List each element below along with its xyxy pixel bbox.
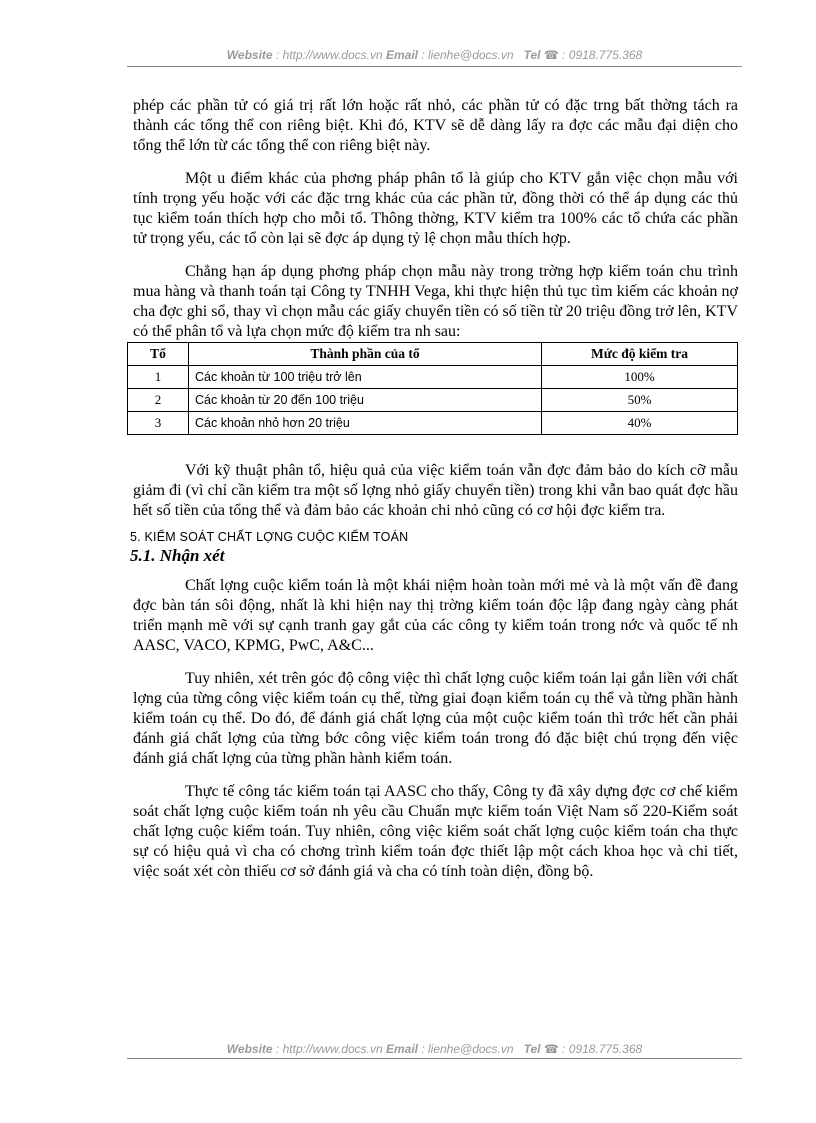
tel-value: : 0918.775.368 bbox=[558, 1042, 643, 1056]
table-cell: 50% bbox=[542, 389, 738, 412]
page-footer bbox=[127, 1042, 742, 1056]
tel-label: Tel bbox=[523, 1042, 541, 1056]
table-cell: 40% bbox=[542, 412, 738, 435]
website-value: : http://www.docs.vn bbox=[272, 1042, 386, 1056]
email-label: Email bbox=[385, 1042, 418, 1056]
table-cell: Các khoản từ 100 triệu trở lên bbox=[189, 366, 542, 389]
phone-icon: ☎ bbox=[543, 48, 559, 62]
table-cell: 3 bbox=[128, 412, 189, 435]
paragraph-after-table: Với kỹ thuật phân tổ, hiệu quả của việc kiểm toán vẫn đợc đảm bảo do kích cỡ mẫu giảm đi (vì chỉ cần kiểm tra một số lợng nhỏ giấy chuyển tiền) trong khi vẫn bao quát đợc hầu hết số tiền của tổng thể và đảm bảo các khoản chi nhỏ cũng có cơ hội đợc kiểm tra. bbox=[133, 462, 738, 519]
section-paragraph-1: Chất lợng cuộc kiểm toán là một khái niệm hoàn toàn mới mẻ và là một vấn đề đang đợc bàn tán sôi động, nhất là khi hiện nay thị trờng kiểm toán độc lập đang ngày càng phát triển mạnh mẽ với sự cạnh tranh gay gắt của các công ty kiểm toán trong nớc và quốc tế nh AASC, VACO, KPMG, PwC, A&C... bbox=[133, 577, 738, 654]
website-value: : http://www.docs.vn bbox=[272, 48, 386, 62]
website-label: Website bbox=[226, 48, 273, 62]
table-row bbox=[128, 366, 738, 389]
phone-icon: ☎ bbox=[543, 1042, 559, 1056]
paragraph-3: Chẳng hạn áp dụng phơng pháp chọn mẫu này trong trờng hợp kiểm toán chu trình mua hàng và thanh toán tại Công ty TNHH Vega, khi thực hiện thủ tục tìm kiếm các khoản nợ cha đợc ghi sổ, thay vì chọn mẫu các giấy chuyển tiền có số tiền từ 20 triệu đồng trở lên, KTV có thể phân tổ và lựa chọn mức độ kiểm tra nh sau: bbox=[133, 263, 738, 340]
table-header-cell: Mức độ kiểm tra bbox=[542, 343, 738, 366]
table-cell: Các khoản nhỏ hơn 20 triệu bbox=[189, 412, 542, 435]
table-cell: 1 bbox=[128, 366, 189, 389]
email-value: : lienhe@docs.vn bbox=[418, 48, 517, 62]
tel-value: : 0918.775.368 bbox=[558, 48, 643, 62]
table-header-row bbox=[128, 343, 738, 366]
page-header bbox=[127, 48, 742, 62]
tel-label: Tel bbox=[523, 48, 541, 62]
email-value: : lienhe@docs.vn bbox=[418, 1042, 517, 1056]
table-row bbox=[128, 389, 738, 412]
table-cell: 2 bbox=[128, 389, 189, 412]
website-label: Website bbox=[226, 1042, 273, 1056]
section-paragraph-3: Thực tế công tác kiểm toán tại AASC cho thấy, Công ty đã xây dựng đợc cơ chế kiểm soát chất lợng cuộc kiểm toán nh yêu cầu Chuẩn mực kiểm toán Việt Nam số 220-Kiểm soát chất lợng cuộc kiểm toán. Tuy nhiên, công việc kiểm soát chất lợng cuộc kiểm toán cha thực sự có hiệu quả vì cha có chơng trình kiểm toán đợc thiết lập một cách khoa học và chi tiết, việc soát xét còn thiếu cơ sở đánh giá và cha có tính toàn diện, đồng bộ. bbox=[133, 783, 738, 880]
footer-rule bbox=[127, 1058, 742, 1059]
paragraph-2: Một u điểm khác của phơng pháp phân tổ là giúp cho KTV gắn việc chọn mẫu với tính trọng yếu hoặc với các đặc trng khác của các phần tử, đồng thời có thể áp dụng các thủ tục kiểm toán thích hợp cho mỗi tổ. Thông thờng, KTV kiểm tra 100% các tổ chứa các phần tử trọng yếu, các tổ còn lại sẽ đợc áp dụng tỷ lệ chọn mẫu thích hợp. bbox=[133, 170, 738, 247]
header-rule bbox=[127, 66, 742, 67]
section-paragraph-2: Tuy nhiên, xét trên góc độ công việc thì chất lợng cuộc kiểm toán lại gắn liền với chất lợng của từng công việc kiểm toán cụ thể, từng giai đoạn kiểm toán cụ thể và từng phần hành kiểm toán cụ thể. Do đó, để đánh giá chất lợng của một cuộc kiểm toán thì trớc hết cần phải đánh giá chất lợng của từng bớc công việc kiểm toán trong đó đặc biệt chú trọng đến việc đánh giá chất lợng của từng phần hành kiểm toán. bbox=[133, 670, 738, 767]
page-body bbox=[130, 96, 738, 895]
sampling-table bbox=[127, 342, 738, 435]
email-label: Email bbox=[385, 48, 418, 62]
table-header-cell: Tổ bbox=[128, 343, 189, 366]
table-header-cell: Thành phần của tổ bbox=[189, 343, 542, 366]
section-5-heading: 5. KIỂM SOÁT CHẤT LỢNG CUỘC KIỂM TOÁN bbox=[130, 530, 409, 544]
table-cell: 100% bbox=[542, 366, 738, 389]
section-5-1-heading: 5.1. Nhận xét bbox=[130, 546, 225, 565]
table-row bbox=[128, 412, 738, 435]
table-cell: Các khoản từ 20 đến 100 triệu bbox=[189, 389, 542, 412]
paragraph-1: phép các phần tử có giá trị rất lớn hoặc rất nhỏ, các phần tử có đặc trng bất thờng tách ra thành các tổng thể con riêng biệt. Khi đó, KTV sẽ dễ dàng lấy ra đợc các mẫu đại diện cho tổng thể lớn từ các tổng thể con riêng biệt này. bbox=[133, 97, 738, 154]
